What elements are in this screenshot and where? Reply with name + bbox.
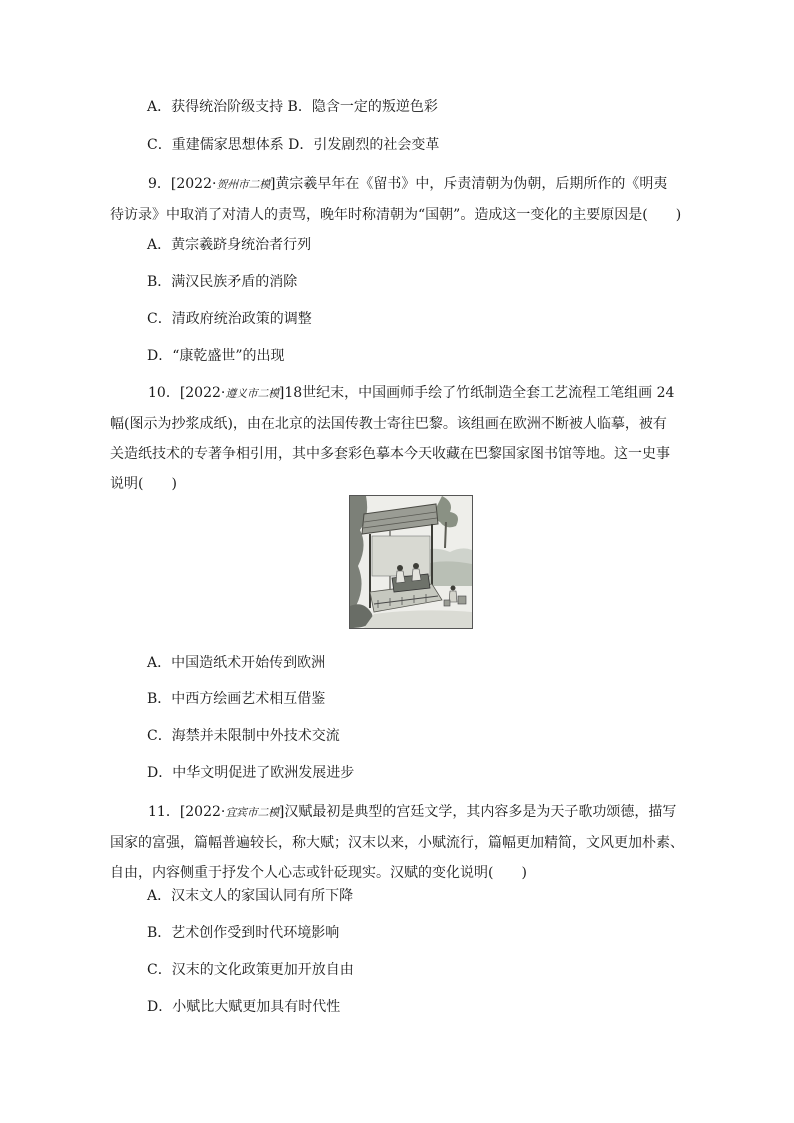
papermaking-illustration bbox=[349, 495, 473, 629]
q10-stem-line4: 说明( ) bbox=[110, 476, 177, 492]
q11-option-c: C．汉末的文化政策更加开放自由 bbox=[147, 962, 354, 978]
q10-option-b: B．中西方绘画艺术相互借鉴 bbox=[147, 691, 326, 707]
q9-option-d: D．“康乾盛世”的出现 bbox=[147, 348, 285, 364]
q11-option-b: B．艺术创作受到时代环境影响 bbox=[147, 925, 340, 941]
q10-source: 遵义市二模 bbox=[225, 387, 279, 400]
q11-stem bbox=[110, 797, 700, 888]
q9-stem-line1: 9．[2022·贺州市二模]黄宗羲早年在《留书》中，斥责清朝为伪朝，后期所作的《明夷 bbox=[148, 176, 668, 192]
q11-stem-line1: 11．[2022·宜宾市二模]汉赋最初是典型的宫廷文学，其内容多是为天子歌功颂德，描写 bbox=[148, 804, 677, 820]
q10-stem-line2: 幅(图示为抄浆成纸)，由在北京的法国传教士寄往巴黎。该组画在欧洲不断被人临摹，被有 bbox=[110, 416, 667, 432]
q10-stem bbox=[110, 378, 700, 499]
q9-source: 贺州市二模 bbox=[216, 178, 270, 191]
q11-option-d: D．小赋比大赋更加具有时代性 bbox=[147, 999, 341, 1015]
q8-option-ab: A．获得统治阶级支持 B．隐含一定的叛逆色彩 bbox=[147, 99, 438, 115]
q10-option-d: D．中华文明促进了欧洲发展进步 bbox=[147, 765, 355, 781]
q9-stem-line2: 待访录》中取消了对清人的责骂，晚年时称清朝为“国朝”。造成这一变化的主要原因是( ) bbox=[110, 207, 682, 223]
q11-stem-line3: 自由，内容侧重于抒发个人心志或针砭现实。汉赋的变化说明( ) bbox=[110, 865, 527, 881]
q10-option-a: A．中国造纸术开始传到欧洲 bbox=[147, 655, 326, 671]
q10-stem-line3: 关造纸技术的专著争相引用，其中多套彩色摹本今天收藏在巴黎国家图书馆等地。这一史事 bbox=[110, 446, 670, 462]
q10-stem-line1: 10．[2022·遵义市二模]18世纪末，中国画师手绘了竹纸制造全套工艺流程工笔组画 24 bbox=[148, 385, 675, 401]
q8-option-cd: C．重建儒家思想体系 D．引发剧烈的社会变革 bbox=[147, 137, 440, 153]
q9-option-c: C．清政府统治政策的调整 bbox=[147, 311, 312, 327]
q11-option-a: A．汉末文人的家国认同有所下降 bbox=[147, 888, 354, 904]
q10-option-c: C．海禁并未限制中外技术交流 bbox=[147, 728, 340, 744]
papermaking-scene-image bbox=[350, 496, 472, 628]
q9-stem bbox=[110, 169, 700, 230]
q9-option-b: B．满汉民族矛盾的消除 bbox=[147, 274, 298, 290]
q11-source: 宜宾市二模 bbox=[225, 806, 279, 819]
q11-stem-line2: 国家的富强，篇幅普遍较长，称大赋；汉末以来，小赋流行，篇幅更加精简，文风更加朴素、 bbox=[110, 835, 684, 851]
q9-option-a: A．黄宗羲跻身统治者行列 bbox=[147, 237, 312, 253]
